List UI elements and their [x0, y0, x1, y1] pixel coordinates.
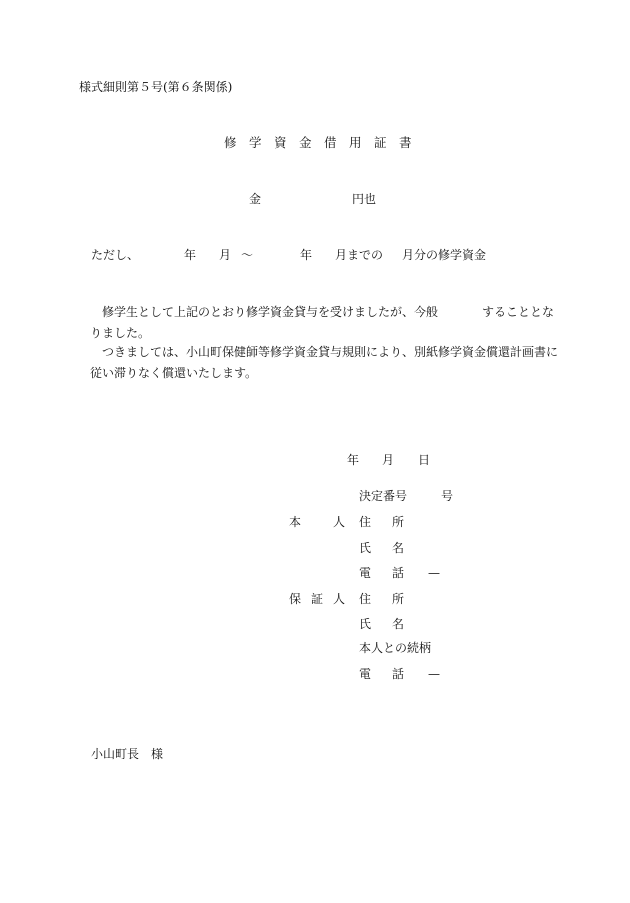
borrower-phone-label: [359, 567, 404, 579]
borrower-phone-dash: —: [428, 566, 440, 580]
label-char: 電: [359, 566, 372, 580]
borrower-label-char: 人: [332, 515, 345, 529]
period-lead: ただし、: [91, 248, 140, 262]
amount-unit: 円也: [352, 192, 377, 206]
guarantor-label-char: 証: [310, 592, 323, 606]
date-year: 年: [347, 453, 360, 467]
borrower-address-label: [359, 516, 404, 528]
guarantor-name-label: [359, 618, 404, 630]
document-title: 修 学 資 金 借 用 証 書: [224, 135, 412, 150]
label-char: 電: [359, 667, 372, 681]
guarantor-label-char: 保: [289, 592, 302, 606]
decision-number-label: 決定番号: [359, 489, 408, 503]
period-tail: 月分の修学資金: [402, 248, 487, 262]
amount-label: 金: [249, 192, 262, 206]
addressee: 小山町長 様: [91, 747, 164, 761]
paragraph-receipt-part-a: 修学生として上記のとおり修学資金貸与を受けましたが、今般: [102, 305, 439, 319]
date-day: 日: [418, 453, 431, 467]
paragraph-repayment-text: つきましては、小山町保健師等修学資金貸与規則により、別紙修学資金償還計画書に従い滞りなく償還いたします。: [90, 345, 559, 380]
form-number: 様式細則第５号(第６条関係): [79, 80, 233, 94]
period-start-year: 年: [184, 248, 197, 262]
period-end-month: 月までの: [335, 248, 384, 262]
borrower-name-label: [359, 542, 404, 554]
decision-number-unit: 号: [441, 489, 454, 503]
guarantor-phone-dash: —: [428, 667, 440, 681]
label-char: 所: [391, 592, 404, 606]
label-char: 名: [391, 541, 404, 555]
guarantor-relation-label: 本人との続柄: [359, 641, 432, 655]
period-start-month: 月: [219, 248, 232, 262]
guarantor-label-char: 人: [332, 592, 345, 606]
label-char: 名: [391, 617, 404, 631]
paragraph-receipt-part-b: することとなりました。: [90, 305, 555, 340]
guarantor-address-label: [359, 593, 404, 605]
guarantor-phone-label: [359, 668, 404, 680]
borrower-label-char: 本: [289, 515, 302, 529]
label-char: 氏: [359, 541, 372, 555]
label-char: 話: [391, 566, 404, 580]
label-char: 住: [359, 515, 372, 529]
paragraph-receipt: [90, 302, 558, 344]
period-tilde: 〜: [241, 248, 254, 262]
paragraph-repayment: [90, 342, 558, 384]
label-char: 話: [391, 667, 404, 681]
guarantor-label: [289, 593, 345, 605]
date-month: 月: [382, 453, 395, 467]
borrower-label: [289, 516, 345, 528]
period-end-year: 年: [300, 248, 313, 262]
label-char: 氏: [359, 617, 372, 631]
label-char: 住: [359, 592, 372, 606]
label-char: 所: [391, 515, 404, 529]
